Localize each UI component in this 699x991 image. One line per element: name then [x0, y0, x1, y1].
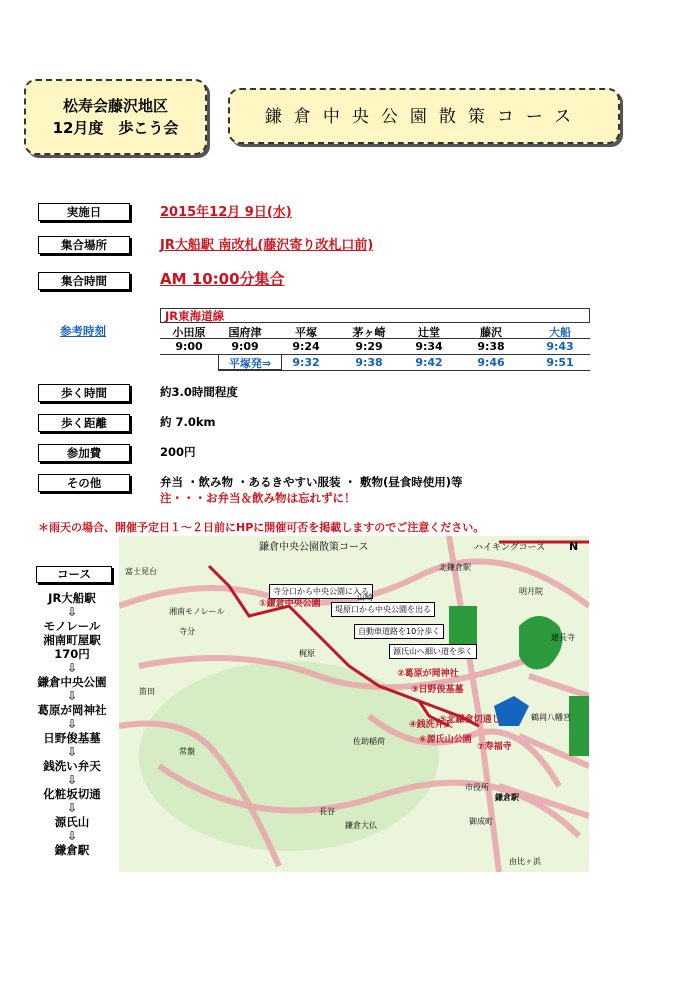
time-cell: 9:51 [546, 356, 574, 369]
date-value: 2015年12月 9日(水) [160, 205, 292, 220]
walk-distance-value: 約 7.0km [160, 415, 216, 429]
course-stop: JR大船駅 [48, 591, 96, 605]
map-legend: ハイキングコース [474, 543, 546, 553]
north-arrow-icon: N [569, 540, 579, 553]
map-place: 鎌倉大仏 [345, 821, 377, 830]
course-stop: 化粧坂切通 [43, 787, 101, 801]
time-cell: 9:42 [415, 356, 443, 369]
time-cell: 9:38 [477, 340, 505, 353]
station: 国府津 [228, 326, 262, 339]
course-stop: 銭洗い弁天 [43, 759, 101, 773]
map-note: 寺分口から中央公園に入る [269, 584, 373, 599]
down-arrow-icon: ⇩ [66, 773, 78, 787]
map-place: 山崎 [357, 593, 373, 602]
organizer-line1: 松寿会藤沢地区 [62, 97, 168, 115]
map-place: 由比ヶ浜 [509, 857, 541, 866]
time-cell: 9:32 [292, 356, 320, 369]
course-stop: 鎌倉中央公園 [37, 675, 107, 689]
map-place: 寺分 [179, 627, 195, 636]
time-cell: 9:38 [355, 356, 383, 369]
down-arrow-icon: ⇩ [66, 829, 78, 843]
time-cell: 9:46 [477, 356, 505, 369]
timetable-frame [160, 308, 590, 323]
time-cell: 9:00 [175, 340, 203, 353]
meeting-time-label: 集合時間 [38, 272, 130, 290]
station: 茅ヶ崎 [352, 326, 386, 339]
map-place: 明月院 [519, 587, 543, 596]
course-stop: モノレール 湘南町屋駅 [43, 619, 101, 647]
down-arrow-icon: ⇩ [66, 717, 78, 731]
other-label: その他 [38, 474, 130, 492]
walk-time-label: 歩く時間 [38, 384, 130, 402]
fee-label: 参加費 [38, 444, 130, 462]
walk-time-value: 約3.0時間程度 [160, 385, 238, 399]
down-arrow-icon: ⇩ [66, 605, 78, 619]
other-value: 弁当 ・飲み物 ・あるきやすい服装 ・ 敷物(昼食時使用)等 [160, 475, 463, 489]
course-stop: 源氏山 [54, 815, 90, 829]
station: 平塚 [295, 326, 317, 339]
down-arrow-icon: ⇩ [66, 689, 78, 703]
course-title: 鎌倉中央公園散策コース [228, 88, 620, 144]
other-note: 注・・・お弁当＆飲み物は忘れずに！ [160, 491, 356, 505]
map-spot: ④銭洗弁天 [409, 720, 453, 730]
time-cell: 9:29 [355, 340, 383, 353]
map-spot: ⑤北鎌倉切通し [439, 715, 501, 725]
time-row-1 [160, 338, 590, 355]
date-label: 実施日 [38, 203, 130, 221]
meeting-place-label: 集合場所 [38, 236, 130, 254]
map-spot: ⑦寿福寺 [477, 742, 512, 752]
map-place: 北鎌倉駅 [439, 563, 471, 572]
map-title: 鎌倉中央公園散策コース [259, 542, 369, 553]
map-spot: ⑥源氏山公園 [419, 735, 472, 745]
map-place: 市役所 [465, 783, 489, 792]
organizer-box [24, 79, 207, 155]
map-place: 建長寺 [551, 633, 575, 642]
course-label: コース [36, 566, 112, 583]
map-spot: ①鎌倉中央公園 [259, 599, 321, 609]
map-note: 堤原口から中央公園を出る [331, 602, 435, 617]
map-place: 御成町 [469, 817, 493, 826]
map-note: 自動車道路を10分歩く [354, 624, 444, 639]
map-place: 富士見台 [125, 567, 157, 576]
meeting-time-value: AM 10:00分集合 [160, 270, 285, 288]
map-note: 源氏山へ細い道を歩く [389, 644, 477, 659]
route-map [119, 536, 589, 872]
map-spot: ③日野俊基墓 [411, 685, 464, 695]
time-cell: 9:09 [231, 340, 259, 353]
timetable [160, 323, 590, 371]
map-place: 常盤 [179, 747, 195, 756]
station: 大船 [549, 326, 571, 339]
time-cell: 9:43 [546, 340, 574, 353]
map-place: 湘南モノレール [169, 607, 225, 616]
meeting-place-value: JR大船駅 南改札(藤沢寄り改札口前) [160, 238, 374, 253]
station: 辻堂 [418, 326, 440, 339]
time-cell: 9:34 [415, 340, 443, 353]
time-cell: 9:24 [292, 340, 320, 353]
line-name: JR東海道線 [165, 309, 225, 323]
station: 小田原 [172, 326, 206, 339]
map-place: 鶴岡八幡宮 [531, 713, 571, 722]
course-stop: 日野俊基墓 [43, 731, 101, 745]
walk-distance-label: 歩く距離 [38, 414, 130, 432]
map-place: 梶原 [299, 649, 315, 658]
station-row [160, 323, 590, 338]
timetable-label: 参考時刻 [38, 323, 128, 339]
time-row-2 [218, 355, 590, 371]
down-arrow-icon: ⇩ [66, 801, 78, 815]
rain-notice: ＊雨天の場合、開催予定日１～２日前にHPに開催可否を掲載しますのでご注意ください。 [38, 521, 485, 534]
course-list [24, 566, 120, 857]
course-stop: 鎌倉駅 [54, 843, 90, 857]
map-place: 佐助稲荷 [353, 737, 385, 746]
course-stop: 170円 [54, 647, 90, 661]
down-arrow-icon: ⇩ [66, 661, 78, 675]
fee-value: 200円 [160, 445, 196, 459]
hiratsuka-departure-label: 平塚発⇒ [218, 354, 282, 370]
organizer-line2: 12月度 歩こう会 [52, 119, 179, 137]
course-stop: 葛原が岡神社 [37, 703, 107, 717]
map-spot: ②葛原が岡神社 [397, 669, 459, 679]
map-place: 長谷 [319, 807, 335, 816]
down-arrow-icon: ⇩ [66, 745, 78, 759]
map-place: 鎌倉駅 [495, 793, 519, 802]
station: 藤沢 [480, 326, 502, 339]
map-place: 笛田 [139, 687, 155, 696]
